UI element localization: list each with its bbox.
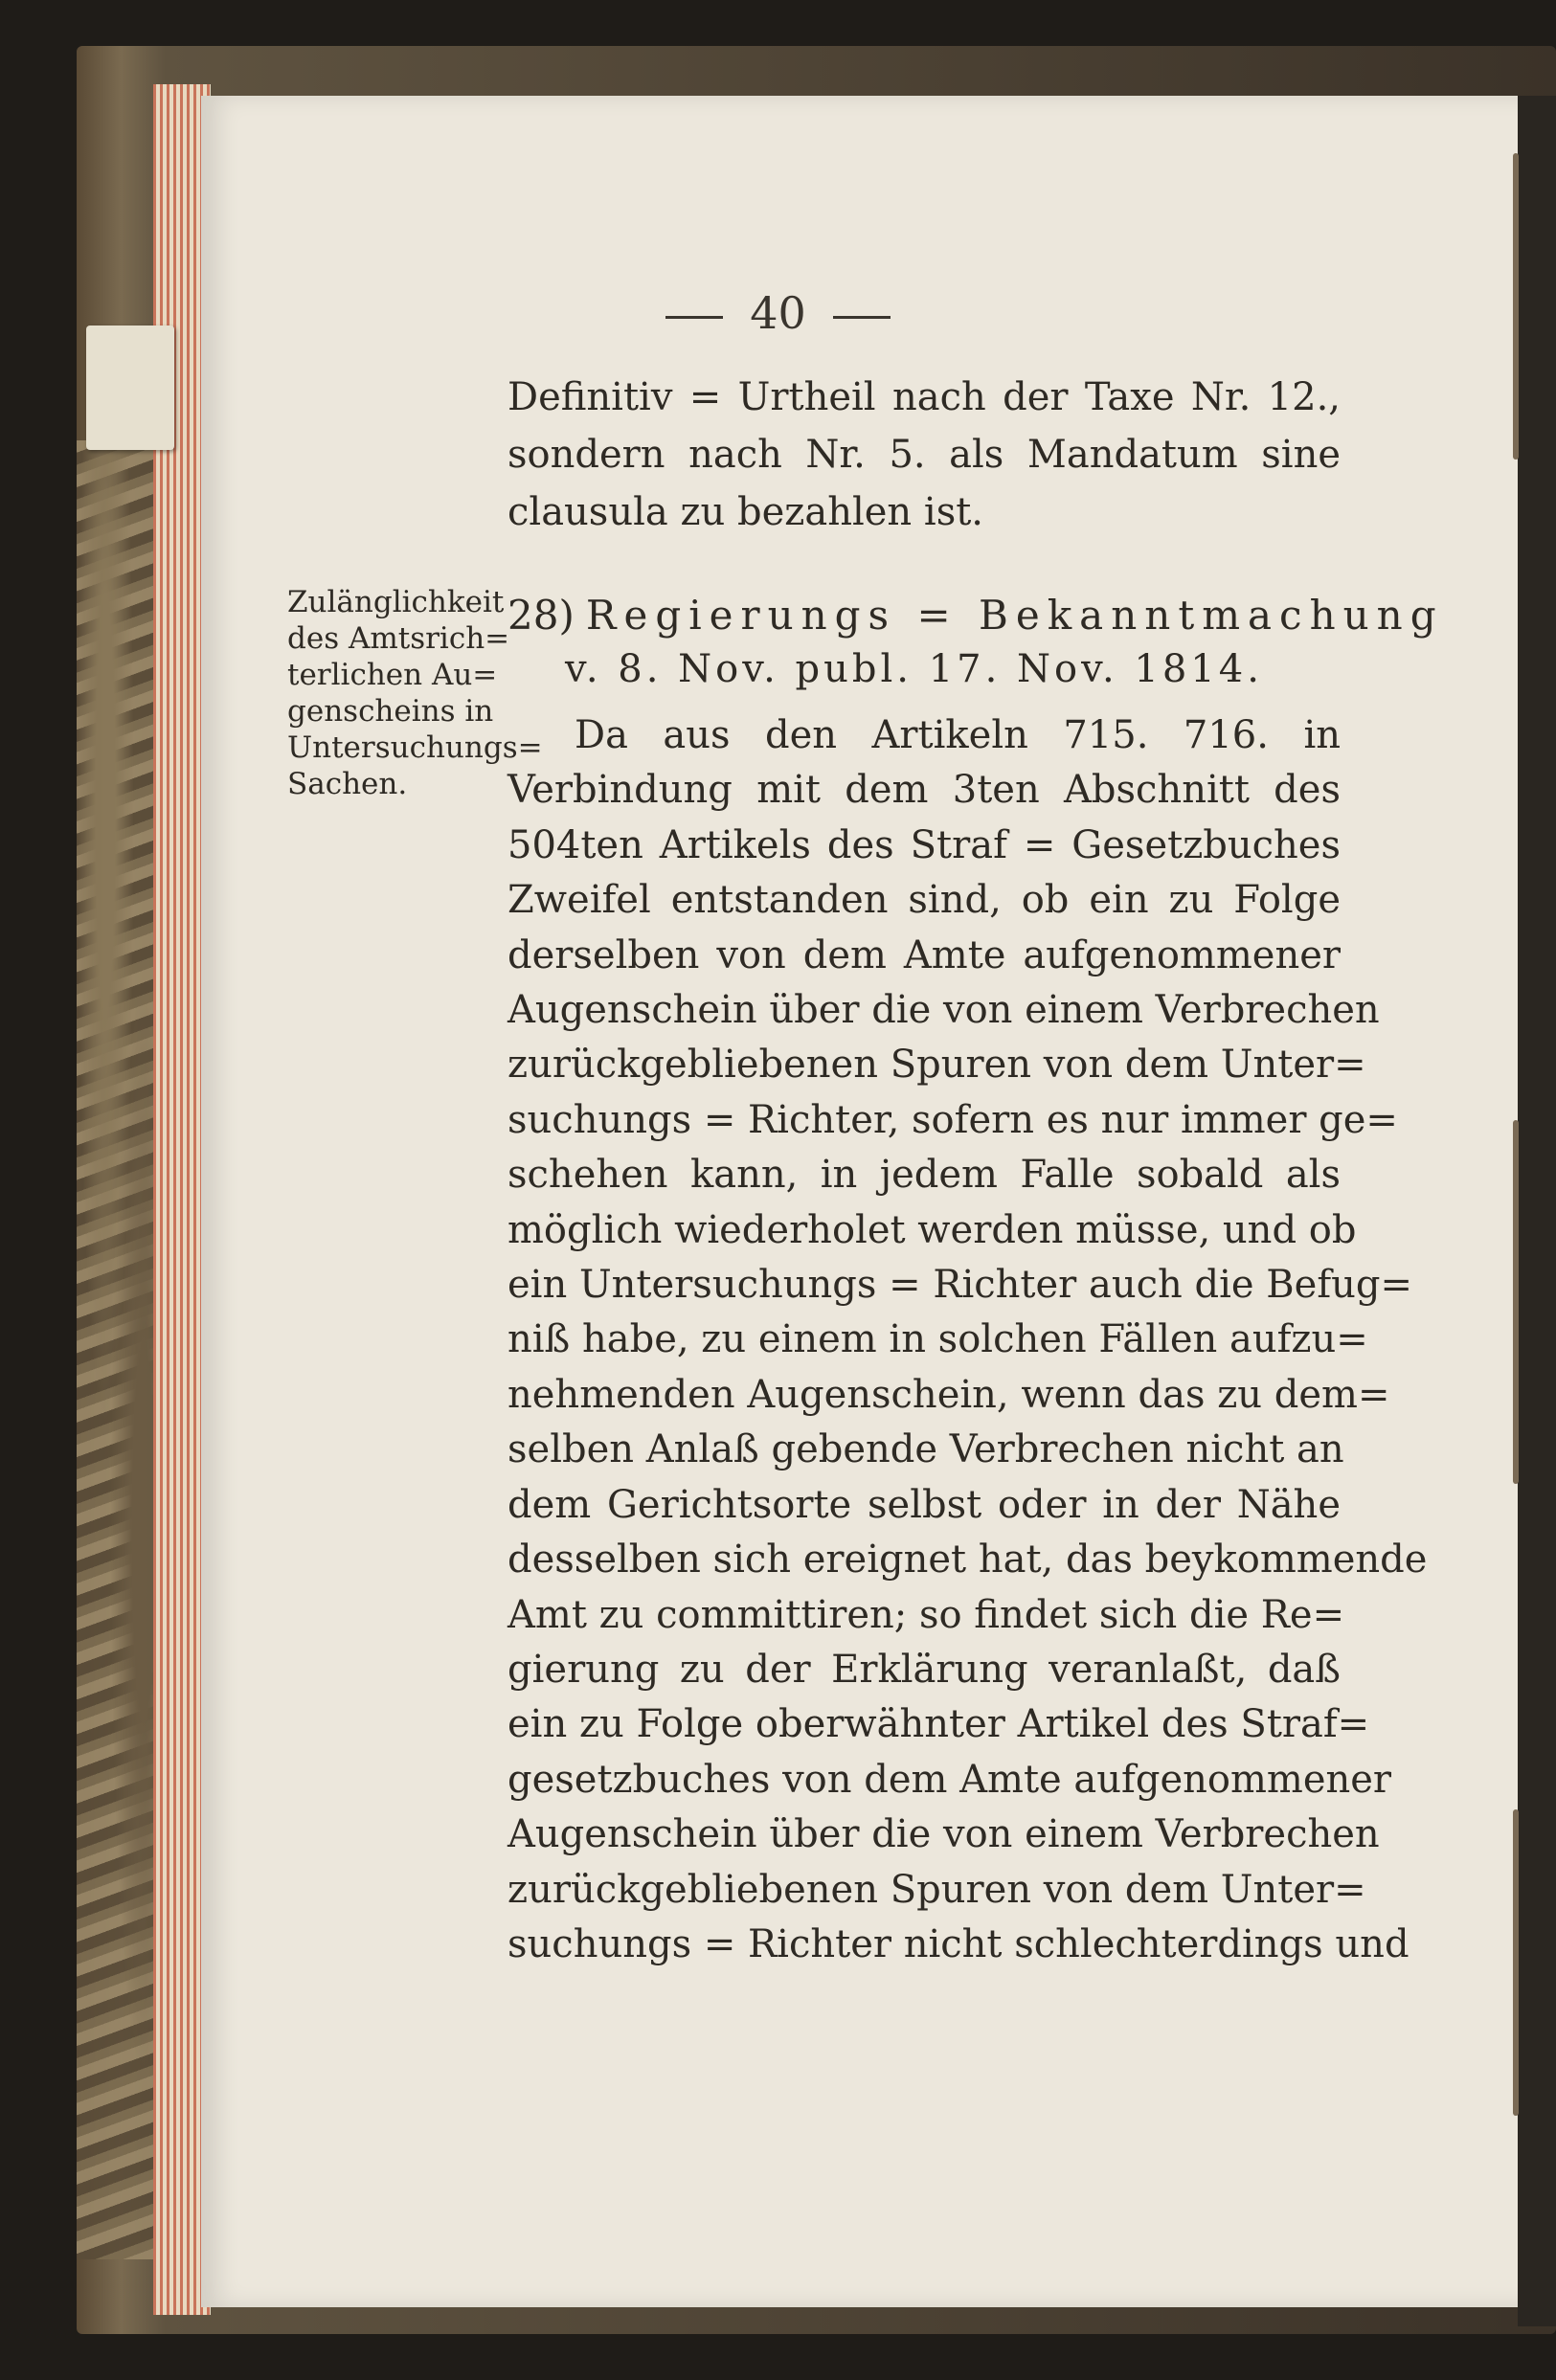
text-line: sondern nach Nr. 5. als Mandatum sine: [507, 433, 1341, 477]
text-line: gierung zu der Erklärung veranlaßt, daß: [507, 1647, 1341, 1692]
text-line: ein Untersuchungs = Richter auch die Befug=: [507, 1263, 1413, 1308]
body-text: [507, 708, 1428, 1972]
text-line: Zweifel entstanden sind, ob ein zu Folge: [507, 878, 1341, 923]
page-number: [0, 287, 1556, 339]
margin-note-line: des Amtsrich=: [287, 621, 510, 656]
text-line: gesetzbuches von dem Amte aufgenommener: [507, 1757, 1392, 1802]
page-number-dash-right: [833, 316, 891, 319]
text-line: suchungs = Richter nicht schlechterdings und: [507, 1921, 1409, 1966]
text-line: dem Gerichtsorte selbst oder in der Nähe: [507, 1482, 1341, 1527]
text-line: Augenschein über die von einem Verbrechen: [507, 1812, 1380, 1857]
text-line: möglich wiederholet werden müsse, und ob: [507, 1207, 1357, 1252]
text-line: 504ten Artikels des Straf = Gesetzbuches: [507, 822, 1341, 867]
text-line: derselben von dem Amte aufgenommener: [507, 932, 1341, 977]
text-line: suchungs = Richter, sofern es nur immer ge=: [507, 1097, 1398, 1142]
text-line: Augenschein über die von einem Verbrechen: [507, 988, 1380, 1033]
binding-stitch: [1513, 1120, 1519, 1484]
text-line: niß habe, zu einem in solchen Fällen aufzu=: [507, 1317, 1368, 1362]
text-line: selben Anlaß gebende Verbrechen nicht an: [507, 1427, 1344, 1472]
margin-note-line: Untersuchungs=: [287, 730, 543, 765]
section-title-line: [507, 589, 1444, 642]
text-line: Verbindung mit dem 3ten Abschnitt des: [507, 768, 1341, 813]
section-date: v. 8. Nov. publ. 17. Nov. 1814.: [565, 647, 1263, 691]
page-number-text: 40: [750, 287, 806, 339]
text-line: clausula zu bezahlen ist.: [507, 490, 984, 534]
continuation-text: [507, 369, 1341, 541]
text-line: nehmenden Augenschein, wenn das zu dem=: [507, 1372, 1390, 1417]
text-line: Definitiv = Urtheil nach der Taxe Nr. 12.,: [507, 375, 1341, 419]
text-line: desselben sich ereignet hat, das beykommende: [507, 1538, 1428, 1583]
binding-stitch: [1513, 1809, 1519, 2116]
text-line: Da aus den Artikeln 715. 716. in: [575, 713, 1341, 757]
margin-note-line: genscheins in: [287, 694, 494, 729]
text-line: zurückgebliebenen Spuren von dem Unter=: [507, 1867, 1366, 1912]
margin-note-line: Sachen.: [287, 767, 408, 801]
text-line: zurückgebliebenen Spuren von dem Unter=: [507, 1043, 1366, 1088]
section-title: Regierungs = Bekanntmachung: [585, 592, 1444, 639]
page-number-dash-left: [665, 316, 723, 319]
gutter-shadow: [1518, 96, 1556, 2326]
text-line: ein zu Folge oberwähnter Artikel des Straf=: [507, 1702, 1370, 1747]
section-heading: [507, 589, 1444, 696]
section-number: 28): [507, 592, 575, 639]
text-line: Amt zu committiren; so findet sich die Re=: [507, 1592, 1345, 1637]
text-line: schehen kann, in jedem Falle sobald als: [507, 1153, 1341, 1198]
margin-note-line: terlichen Au=: [287, 658, 498, 692]
margin-note-line: Zulänglichkeit: [287, 585, 505, 619]
bookmark-tab: [86, 326, 174, 450]
